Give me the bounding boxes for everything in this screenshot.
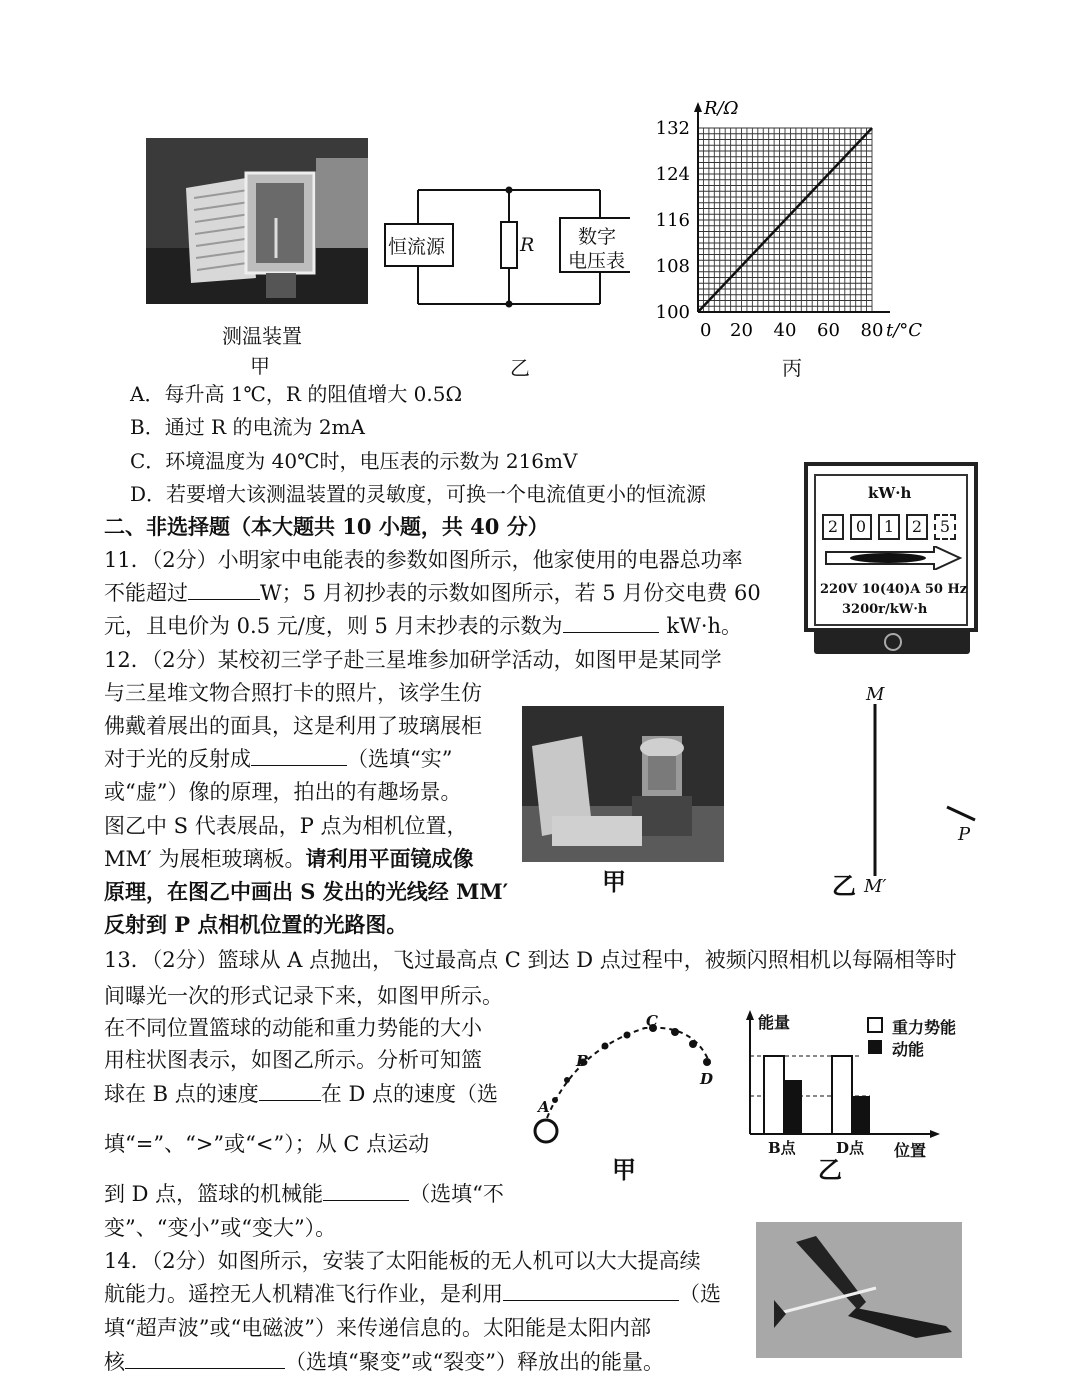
q11-blank-power[interactable] xyxy=(188,581,260,600)
q13-line2: 间曝光一次的形式记录下来，如图甲所示。 xyxy=(104,984,503,1008)
resistance-temperature-chart xyxy=(648,92,938,342)
legend-kinetic: 动能 xyxy=(892,1040,925,1059)
q13-line4: 用柱状图表示，如图乙所示。分析可知篮 xyxy=(104,1048,482,1072)
meter-digits xyxy=(822,514,956,540)
section-title: 二、非选择题（本大题共 10 小题，共 40 分） xyxy=(104,514,549,539)
q11-line1: 11．（2分）小明家中电能表的参数如图所示，他家使用的电器总功率 xyxy=(104,548,743,572)
q13-line3: 在不同位置篮球的动能和重力势能的大小 xyxy=(104,1016,482,1040)
q12-line1: 12．（2分）某校初三学子赴三星堆参加研学活动，如图甲是某同学 xyxy=(104,648,722,672)
bar-d-ke xyxy=(852,1096,870,1134)
point-a-label: A xyxy=(538,1098,550,1116)
option-b: B．通过 R 的电流为 2mA xyxy=(130,415,365,439)
q12-blank-image-type[interactable] xyxy=(251,747,347,766)
q14-blank-fusion[interactable] xyxy=(125,1350,285,1369)
q13-line5 xyxy=(104,1078,498,1110)
q12-line8: 原理，在图乙中画出 S 发出的光线经 MM′ xyxy=(104,879,509,904)
q11-text: 元，且电价为 0.5 元/度，则 5 月末抄表的示数为 xyxy=(104,614,563,638)
meter-arrow xyxy=(824,546,964,570)
point-c-label: C xyxy=(646,1012,658,1030)
camera-point-p: P xyxy=(958,824,971,845)
q12-text-bold: 请利用平面镜成像 xyxy=(305,846,474,871)
q13-text: 到 D 点，篮球的机械能 xyxy=(104,1182,324,1206)
fig-jia-label: 甲 xyxy=(250,354,270,378)
q13-fig-jia: 甲 xyxy=(612,1155,636,1184)
q13-blank-speed[interactable] xyxy=(259,1082,321,1101)
x-tick-label: 40 xyxy=(773,320,797,341)
meter-screw-icon xyxy=(884,633,902,651)
fig-jia-caption: 测温装置 xyxy=(222,324,302,348)
q13-text: 球在 B 点的速度 xyxy=(104,1082,259,1106)
y-tick-label: 116 xyxy=(655,210,690,231)
q14-line4 xyxy=(104,1346,664,1378)
q11-blank-reading[interactable] xyxy=(563,614,659,633)
fig-bing-label: 丙 xyxy=(782,356,802,380)
meter-digit: 0 xyxy=(850,514,872,540)
option-a: A．每升高 1℃，R 的阻值增大 0.5Ω xyxy=(130,382,463,406)
q14-blank-wave[interactable] xyxy=(503,1282,679,1301)
y-axis-arrow xyxy=(694,102,702,112)
resistor-label: R xyxy=(520,234,535,256)
q13-text: 在 D 点的速度（选 xyxy=(320,1082,498,1106)
q12-text: MM′ 为展柜玻璃板。 xyxy=(104,847,306,871)
meter-digit: 2 xyxy=(822,514,844,540)
q11-text: W；5 月初抄表的示数如图所示，若 5 月份交电费 60 xyxy=(260,581,761,605)
q11-text: 不能超过 xyxy=(104,581,188,605)
q14-line1: 14．（2分）如图所示，安装了太阳能板的无人机可以大大提高续 xyxy=(104,1249,701,1273)
q12-line3: 佛戴着展出的面具，这是利用了玻璃展柜 xyxy=(104,714,482,738)
q13-line7 xyxy=(104,1178,504,1210)
mirror-label-m-prime: M′ xyxy=(864,876,887,897)
thermometer-photo xyxy=(146,138,368,304)
y-tick-label: 132 xyxy=(655,118,690,139)
bar-b-ke xyxy=(784,1080,802,1134)
y-axis-label: R/Ω xyxy=(704,98,739,119)
bar-x-d: D点 xyxy=(836,1139,865,1157)
q11-line2 xyxy=(104,577,761,609)
meter-spec-2: 3200r/kW·h xyxy=(842,602,928,617)
y-tick-label: 100 xyxy=(655,302,690,323)
x-tick-label: 80 xyxy=(860,320,884,341)
electricity-meter xyxy=(804,462,978,632)
q12-fig-yi: 乙 xyxy=(832,871,856,900)
option-d: D．若要增大该测温装置的灵敏度，可换一个电流值更小的恒流源 xyxy=(130,482,707,506)
meter-unit: kW·h xyxy=(868,484,912,502)
q11-text: kW·h。 xyxy=(666,614,743,638)
y-tick-label: 124 xyxy=(655,164,690,185)
q13-text: （选填“不 xyxy=(409,1182,504,1206)
q13-line6: 填“=”、“>”或“<”）；从 C 点运动 xyxy=(104,1132,430,1156)
basketball-trajectory xyxy=(525,1010,725,1150)
y-tick-label: 108 xyxy=(655,256,690,277)
meter-digit: 2 xyxy=(906,514,928,540)
voltmeter-label-1: 数字 xyxy=(578,226,617,248)
option-c: C．环境温度为 40℃时，电压表的示数为 216mV xyxy=(130,449,578,473)
plane-mirror-diagram xyxy=(855,680,985,900)
q12-text: 对于光的反射成 xyxy=(104,747,251,771)
solar-drone-photo xyxy=(756,1222,962,1358)
meter-inner xyxy=(814,474,968,626)
bar-d-pe xyxy=(832,1056,852,1134)
bar-x-label: 位置 xyxy=(894,1141,927,1160)
meter-digit-decimal: 5 xyxy=(934,514,956,540)
voltmeter-label-2: 电压表 xyxy=(568,250,626,272)
q12-fig-jia: 甲 xyxy=(602,867,626,896)
point-b-label: B xyxy=(576,1052,589,1070)
x-tick-label: 0 xyxy=(700,320,712,341)
legend-potential: 重力势能 xyxy=(892,1018,957,1037)
q12-line6: 图乙中 S 代表展品，P 点为相机位置， xyxy=(104,814,468,838)
q12-line9: 反射到 P 点相机位置的光路图。 xyxy=(104,912,408,937)
q13-line8: 变”、“变小”或“变大”）。 xyxy=(104,1216,337,1240)
q14-text: 航能力。遥控无人机精准飞行作业，是利用 xyxy=(104,1282,503,1306)
meter-digit: 1 xyxy=(878,514,900,540)
q14-text: 核 xyxy=(104,1350,125,1374)
meter-base xyxy=(814,628,970,654)
q14-text: （选 xyxy=(679,1282,721,1306)
x-axis-label: t/°C xyxy=(886,320,923,341)
q12-line4 xyxy=(104,743,452,775)
q12-line7 xyxy=(104,843,473,875)
mirror-label-m: M xyxy=(866,684,885,705)
x-tick-label: 20 xyxy=(730,320,753,341)
meter-spec-1: 220V 10(40)A 50 Hz xyxy=(820,582,968,597)
x-tick-label: 60 xyxy=(817,320,840,341)
constant-current-source: 恒流源 xyxy=(388,236,446,258)
bar-x-b: B点 xyxy=(768,1139,796,1157)
point-d-label: D xyxy=(700,1070,714,1088)
fig-yi-label: 乙 xyxy=(510,356,530,380)
q14-line2 xyxy=(104,1278,721,1310)
q13-fig-yi: 乙 xyxy=(818,1155,842,1184)
q12-line5: 或“虚”）像的原理，拍出的有趣场景。 xyxy=(104,780,462,804)
q11-line3 xyxy=(104,610,742,642)
sanxingdui-photo xyxy=(522,706,724,862)
q12-text: （选填“实” xyxy=(347,747,453,771)
q14-line3: 填“超声波”或“电磁波”）来传递信息的。太阳能是太阳内部 xyxy=(104,1316,651,1340)
bar-b-pe xyxy=(764,1056,784,1134)
q14-text: （选填“聚变”或“裂变”）释放出的能量。 xyxy=(285,1350,664,1374)
q13-blank-energy[interactable] xyxy=(323,1182,409,1201)
bar-y-label: 能量 xyxy=(758,1013,791,1032)
q13-line1: 13．（2分）篮球从 A 点抛出，飞过最高点 C 到达 D 点过程中，被频闪照相机以每隔相等时 xyxy=(104,948,957,972)
q12-line2: 与三星堆文物合照打卡的照片，该学生仿 xyxy=(104,681,482,705)
